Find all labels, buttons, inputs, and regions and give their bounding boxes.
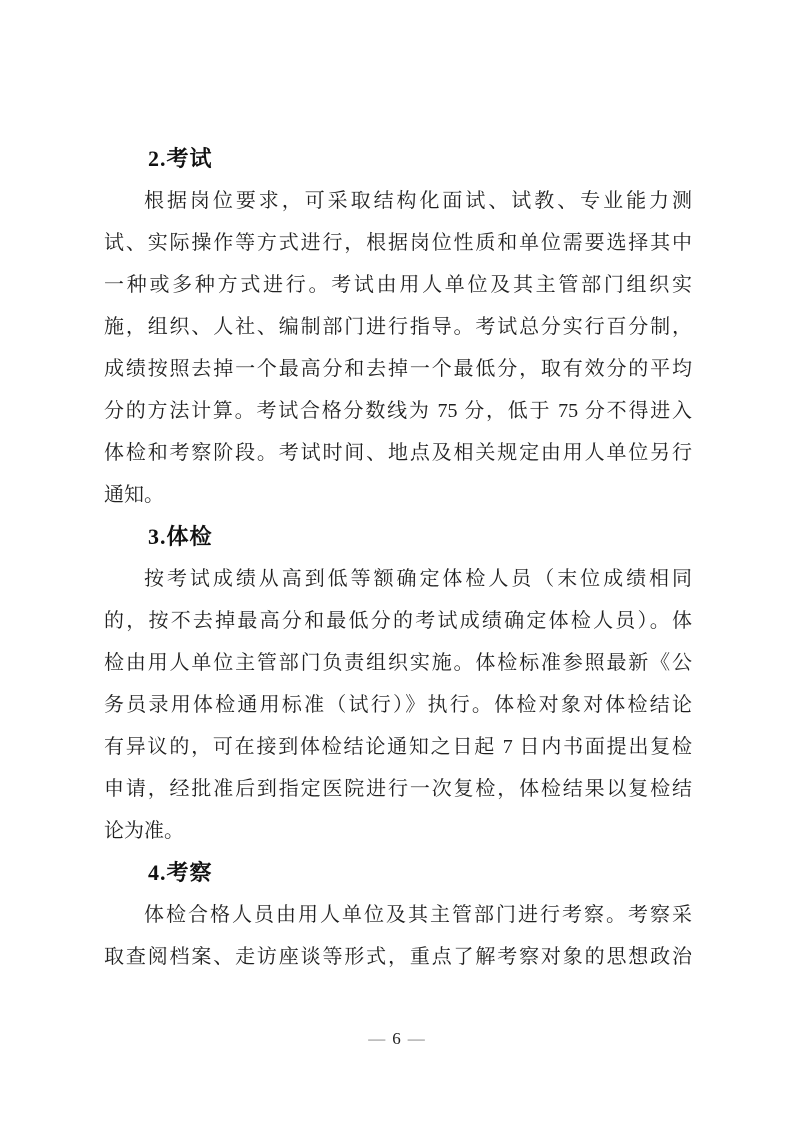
paragraph-line: 通知。 bbox=[104, 484, 164, 506]
paragraph-line: 取查阅档案、走访座谈等形式，重点了解考察对象的思想政治 bbox=[104, 946, 692, 968]
paragraph-line: 有异议的，可在接到体检结论通知之日起 7 日内书面提出复检 bbox=[104, 736, 692, 758]
paragraph-line: 体检合格人员由用人单位及其主管部门进行考察。考察采 bbox=[144, 904, 692, 926]
section-heading-2: 3.体检 bbox=[148, 524, 213, 549]
paragraph-line: 施，组织、人社、编制部门进行指导。考试总分实行百分制， bbox=[104, 316, 692, 338]
section-heading-3: 4.考察 bbox=[148, 860, 213, 885]
paragraph-line: 的，按不去掉最高分和最低分的考试成绩确定体检人员）。体 bbox=[104, 610, 692, 632]
paragraph-line: 成绩按照去掉一个最高分和去掉一个最低分，取有效分的平均 bbox=[104, 358, 692, 380]
paragraph-line: 分的方法计算。考试合格分数线为 75 分，低于 75 分不得进入 bbox=[104, 400, 692, 422]
paragraph-line: 按考试成绩从高到低等额确定体检人员（末位成绩相同 bbox=[144, 568, 692, 590]
paragraph-line: 检由用人单位主管部门负责组织实施。体检标准参照最新《公 bbox=[104, 652, 692, 674]
paragraph-line: 申请，经批准后到指定医院进行一次复检，体检结果以复检结 bbox=[104, 778, 692, 800]
page-number: 6 bbox=[392, 1029, 401, 1048]
paragraph-line: 务员录用体检通用标准（试行）》执行。体检对象对体检结论 bbox=[104, 694, 692, 716]
page-footer bbox=[0, 1026, 793, 1052]
paragraph-line: 论为准。 bbox=[104, 820, 184, 842]
document-body bbox=[104, 138, 692, 978]
section-heading-1: 2.考试 bbox=[148, 146, 213, 171]
footer-dash-right: — bbox=[407, 1029, 425, 1048]
paragraph-line: 根据岗位要求，可采取结构化面试、试教、专业能力测 bbox=[144, 190, 692, 212]
paragraph-line: 一种或多种方式进行。考试由用人单位及其主管部门组织实 bbox=[104, 274, 692, 296]
paragraph-line: 试、实际操作等方式进行，根据岗位性质和单位需要选择其中 bbox=[104, 232, 692, 254]
paragraph-line: 体检和考察阶段。考试时间、地点及相关规定由用人单位另行 bbox=[104, 442, 692, 464]
footer-dash-left: — bbox=[368, 1029, 386, 1048]
